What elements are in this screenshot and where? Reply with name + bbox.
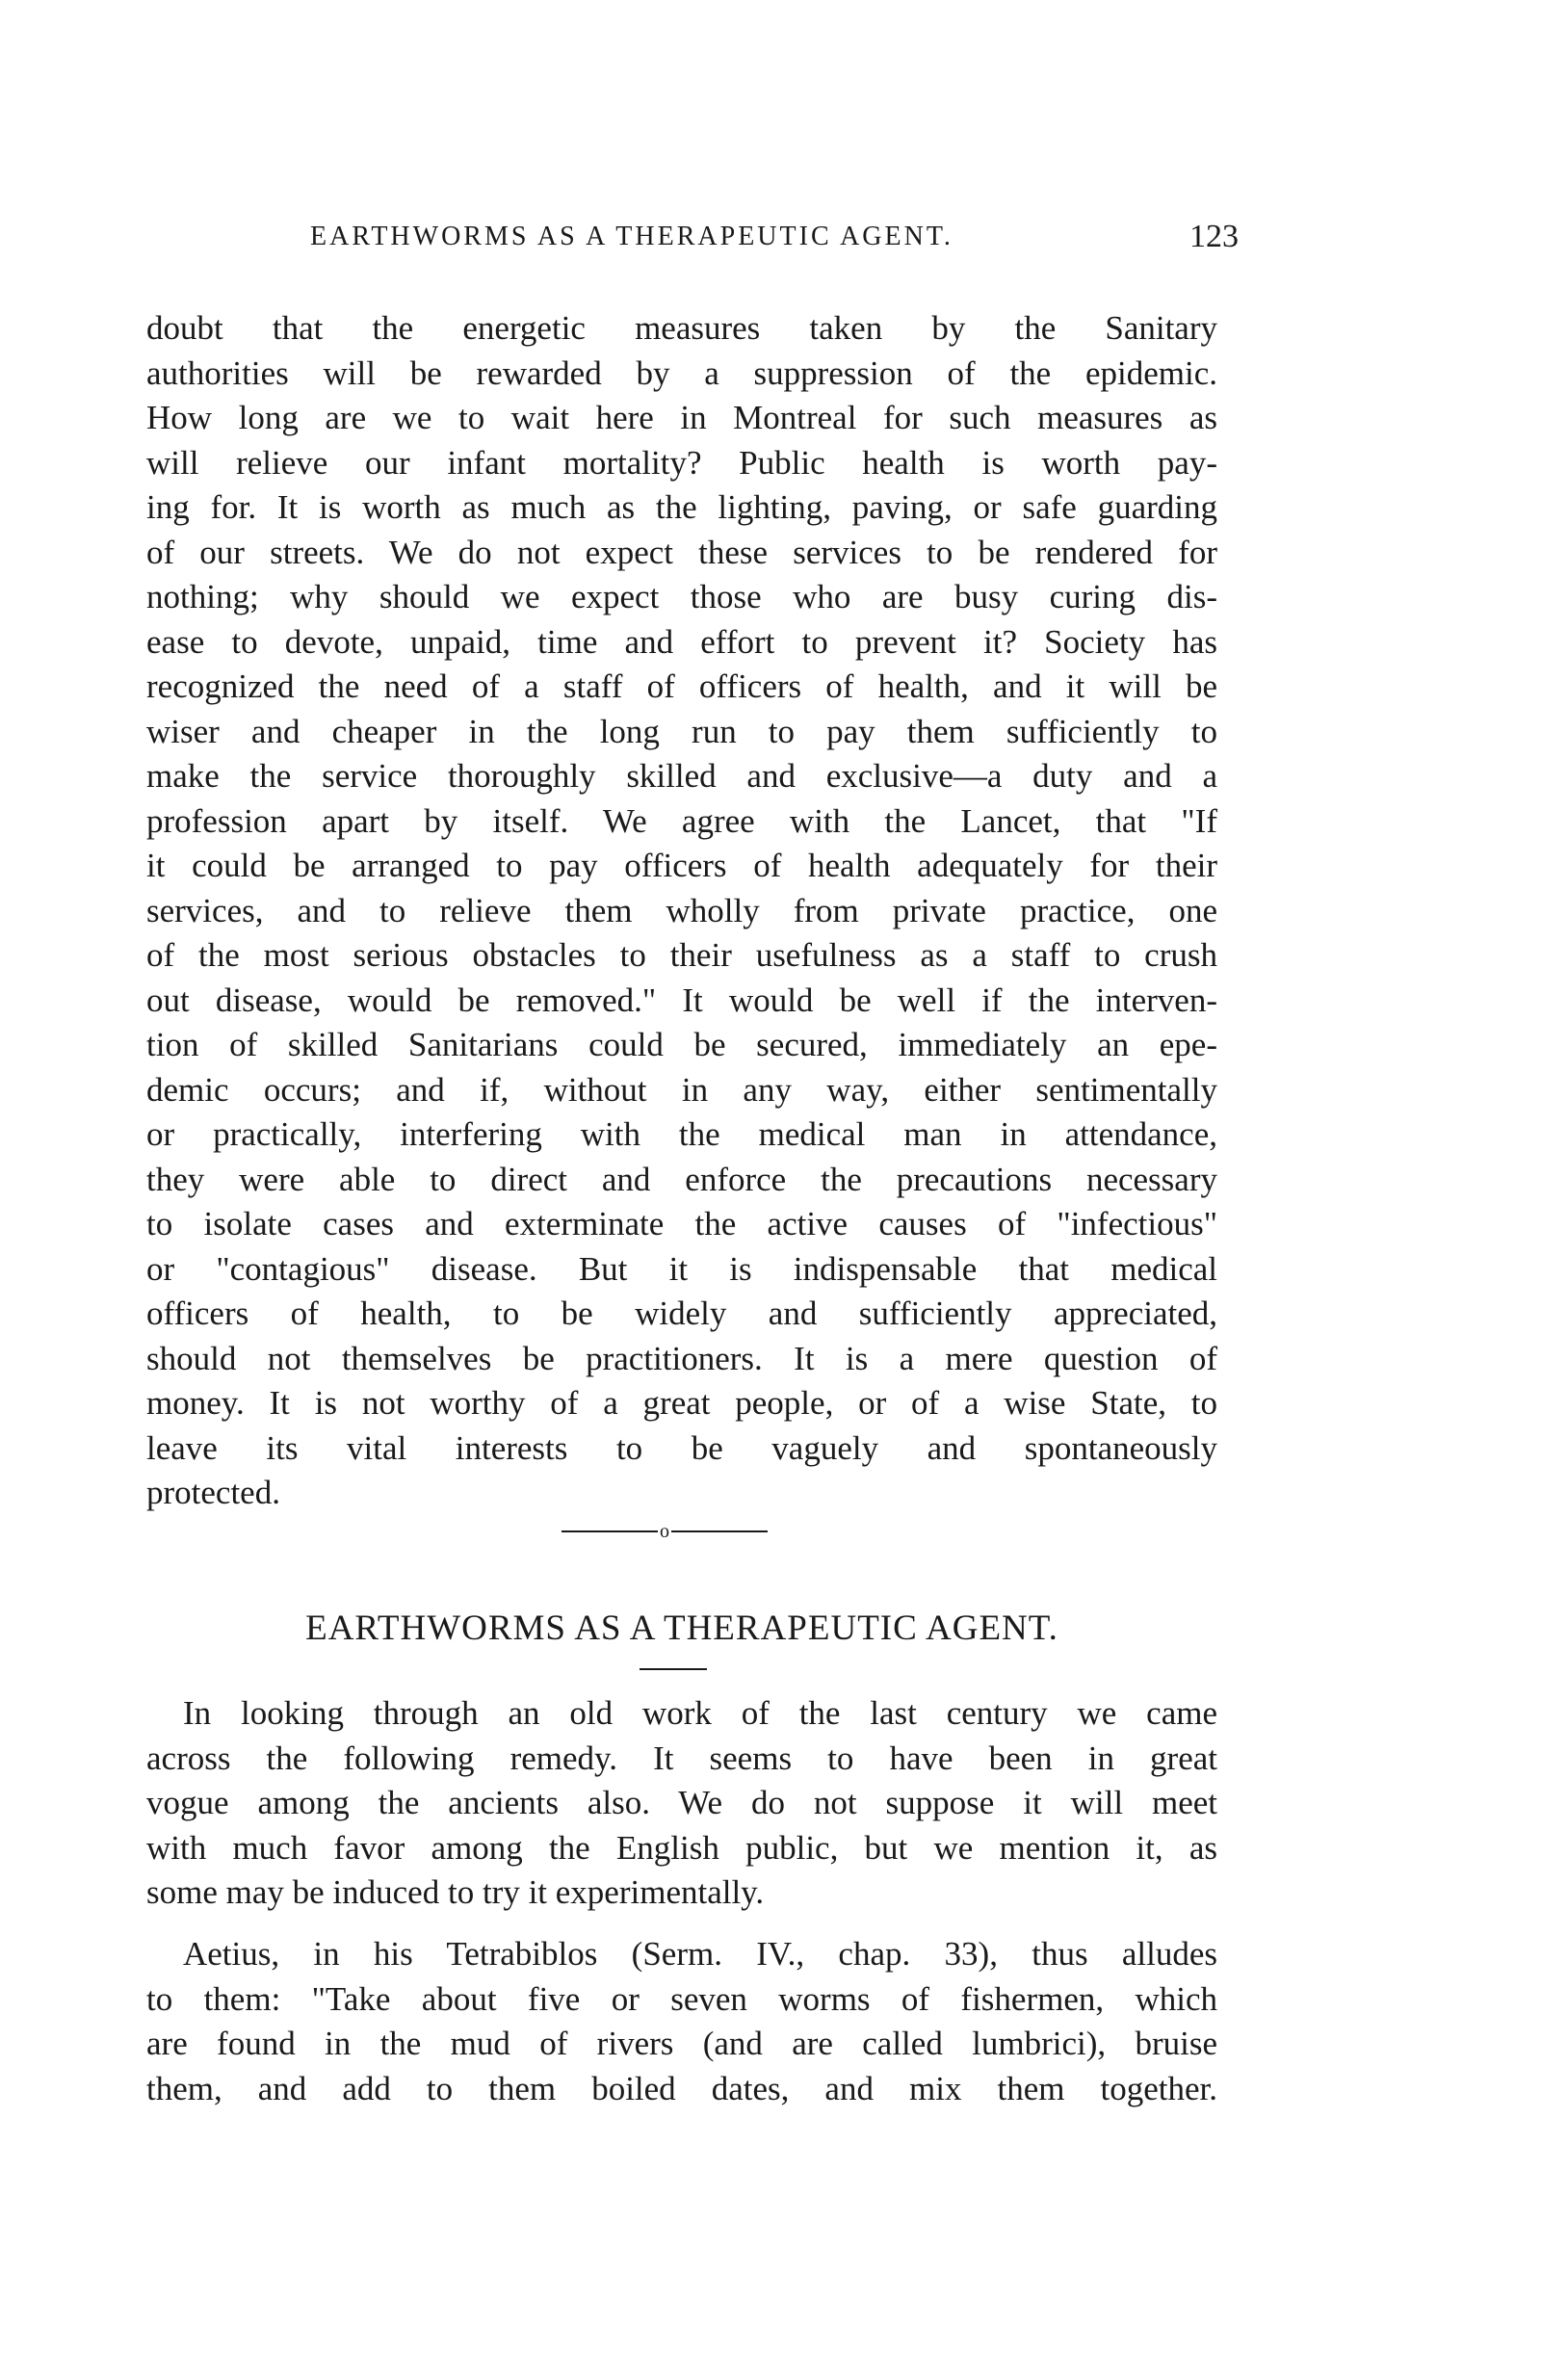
text-line: leave its vital interests to be vaguely and spontaneously	[146, 1428, 1217, 1467]
text-line: should not themselves be practitioners. It is a mere question of	[146, 1339, 1217, 1377]
text-line: of the most serious obstacles to their usefulness as a staff to crush	[146, 936, 1217, 974]
text-line: services, and to relieve them wholly from private practice, one	[146, 891, 1217, 929]
text-line: or practically, interfering with the medical man in attendance,	[146, 1115, 1217, 1153]
text-line: will relieve our infant mortality? Public health is worth pay-	[146, 443, 1217, 482]
text-line: tion of skilled Sanitarians could be secured, immediately an epe-	[146, 1026, 1217, 1063]
text-line: Aetius, in his Tetrabiblos (Serm. IV., chap. 33), thus alludes	[183, 1935, 1217, 1973]
text-line: with much favor among the English public, but we mention it, as	[146, 1828, 1217, 1867]
separator-rule-right	[671, 1530, 768, 1532]
text-line: nothing; why should we expect those who are busy curing dis-	[146, 578, 1217, 615]
text-line: out disease, would be removed." It would be well if the interven-	[146, 981, 1217, 1019]
section-separator	[539, 1520, 790, 1543]
running-head-title: EARTHWORMS AS A THERAPEUTIC AGENT.	[310, 222, 953, 251]
text-line: wiser and cheaper in the long run to pay them sufficiently to	[146, 712, 1217, 750]
separator-mark: o	[660, 1521, 669, 1542]
text-line: make the service thoroughly skilled and exclusive—a duty and a	[146, 757, 1217, 795]
paragraph-remedy-intro	[146, 1691, 1217, 1916]
text-line: demic occurs; and if, without in any way, either sentimentally	[146, 1070, 1217, 1109]
text-line: recognized the need of a staff of officers of health, and it will be	[146, 667, 1217, 705]
text-line: In looking through an old work of the last century we came	[183, 1694, 1217, 1732]
text-line: protected.	[146, 1474, 280, 1511]
paragraph-aetius	[146, 1932, 1217, 2111]
heading-rule	[640, 1668, 707, 1670]
text-line: are found in the mud of rivers (and are called lumbrici), bruise	[146, 2025, 1217, 2062]
running-head	[310, 218, 1239, 256]
text-line: they were able to direct and enforce the precautions necessary	[146, 1160, 1217, 1198]
paragraph-sanitary-officers	[146, 306, 1217, 1516]
text-line: money. It is not worthy of a great people, or of a wise State, to	[146, 1384, 1217, 1422]
text-line: vogue among the ancients also. We do not suppose it will meet	[146, 1784, 1217, 1821]
text-line: them, and add to them boiled dates, and mix them together.	[146, 2069, 1217, 2107]
text-line: or "contagious" disease. But it is indispensable that medical	[146, 1249, 1217, 1288]
text-line: officers of health, to be widely and sufficiently appreciated,	[146, 1295, 1217, 1332]
text-line: How long are we to wait here in Montreal for such measures as	[146, 399, 1217, 436]
text-line: ing for. It is worth as much as the lighting, paving, or safe guarding	[146, 488, 1217, 526]
text-line: ease to devote, unpaid, time and effort to prevent it? Society has	[146, 622, 1217, 661]
text-line: profession apart by itself. We agree with the Lancet, that "If	[146, 801, 1217, 840]
section-heading: EARTHWORMS AS A THERAPEUTIC AGENT.	[305, 1608, 1058, 1648]
text-line: to isolate cases and exterminate the active causes of "infectious"	[146, 1205, 1217, 1242]
text-line: authorities will be rewarded by a suppression of the epidemic.	[146, 353, 1217, 392]
text-line: of our streets. We do not expect these services to be rendered for	[146, 533, 1217, 571]
separator-rule-left	[562, 1530, 658, 1532]
text-line: doubt that the energetic measures taken by the Sanitary	[146, 309, 1217, 347]
text-line: across the following remedy. It seems to have been in great	[146, 1739, 1217, 1777]
text-line: it could be arranged to pay officers of health adequately for their	[146, 847, 1217, 884]
page-number: 123	[1189, 219, 1239, 254]
text-line: some may be induced to try it experimentally.	[146, 1873, 765, 1911]
text-line: to them: "Take about five or seven worms of fishermen, which	[146, 1979, 1217, 2018]
